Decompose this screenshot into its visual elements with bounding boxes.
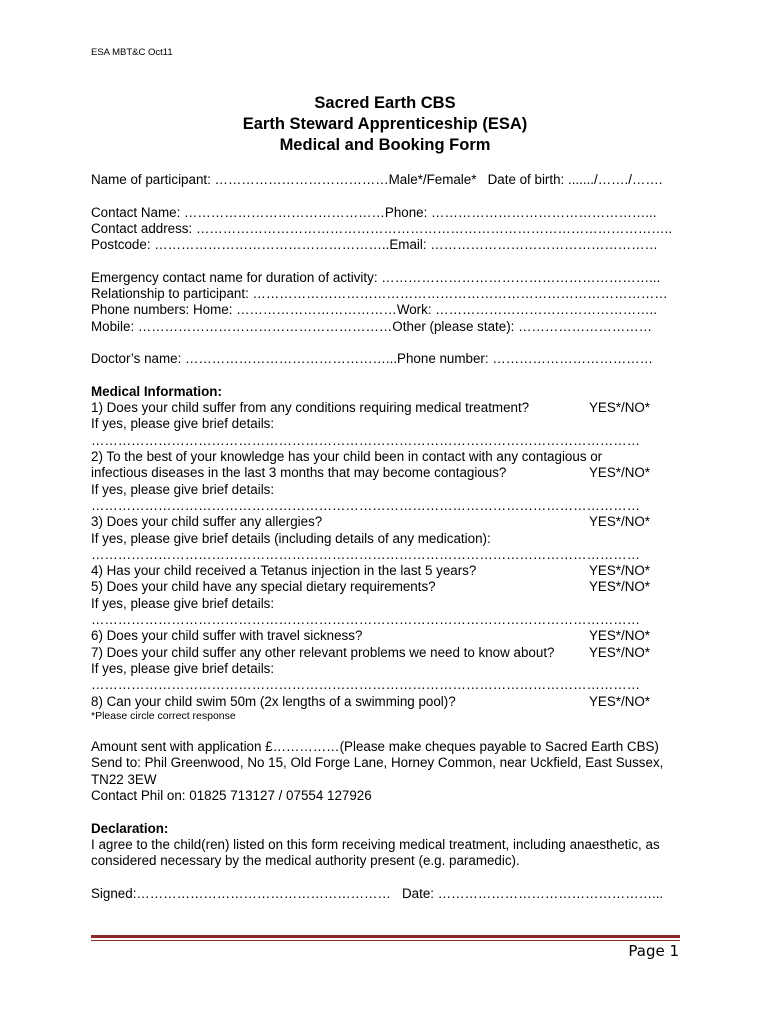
page-number: Page 1 [628, 942, 679, 960]
postcode-email-line[interactable]: Postcode: ……………………………………………..Email: …………………………………………… [91, 237, 658, 253]
yes-no-option[interactable]: YES*/NO* [589, 514, 651, 530]
allergy-details-label: If yes, please give brief details (including details of any medication): [91, 530, 491, 546]
yes-no-option[interactable]: YES*/NO* [589, 579, 651, 595]
question-2-text-cont: infectious diseases in the last 3 months that may become contagious? [91, 465, 507, 481]
amount-line[interactable]: Amount sent with application £……………(Please make cheques payable to Sacred Earth CBS) [91, 739, 659, 755]
question-4-text: 4) Has your child received a Tetanus injection in the last 5 years? [91, 563, 477, 579]
question-1 [91, 400, 691, 416]
mobile-line[interactable]: Mobile: …………………………………………………Other (please state): ………………………… [91, 318, 652, 334]
details-dotted-line[interactable]: …………………………………………………………………………………………………………… [91, 612, 641, 628]
footer-rule-thin [91, 940, 680, 941]
footer-rule [91, 935, 680, 938]
document-reference: ESA MBT&C Oct11 [91, 47, 173, 58]
yes-no-option[interactable]: YES*/NO* [589, 693, 651, 709]
question-5 [91, 579, 691, 595]
yes-no-option[interactable]: YES*/NO* [589, 644, 651, 660]
question-2-text: 2) To the best of your knowledge has your child been in contact with any contagious or [91, 449, 603, 465]
details-label: If yes, please give brief details: [91, 595, 275, 611]
contact-phone: Contact Phil on: 01825 713127 / 07554 127926 [91, 787, 372, 803]
send-to-address: Send to: Phil Greenwood, No 15, Old Forge Lane, Horney Common, near Uckfield, East Sussex, TN22 3EW [91, 755, 664, 787]
participant-line[interactable]: Name of participant: …………………………………Male*/Female* Date of birth: ......./……./……. [91, 172, 663, 187]
yes-no-option[interactable]: YES*/NO* [589, 563, 651, 579]
relationship-line[interactable]: Relationship to participant: ………………………………………………………………………………… [91, 286, 668, 302]
yes-no-option[interactable]: YES*/NO* [589, 628, 651, 644]
organisation-title: Sacred Earth CBS [314, 94, 456, 112]
declaration-heading: Declaration: [91, 820, 169, 836]
details-dotted-line[interactable]: …………………………………………………………………………………………………………… [91, 546, 641, 562]
declaration-text: I agree to the child(ren) listed on this form receiving medical treatment, including anaesthetic, as considered necessary by the medical authority present (e.g. paramedic). [91, 836, 660, 869]
form-body [91, 172, 691, 902]
question-7 [91, 645, 691, 661]
phone-numbers-line[interactable]: Phone numbers: Home: ………………………………Work: ………………………………………….. [91, 302, 657, 318]
signature-date-line[interactable]: Signed:………………………………………………… Date: …………………………………………... [91, 885, 664, 901]
question-2 [91, 465, 691, 481]
form-title-block [0, 93, 770, 156]
question-5-text: 5) Does your child have any special dietary requirements? [91, 579, 436, 595]
question-3-text: 3) Does your child suffer any allergies? [91, 514, 323, 530]
question-3 [91, 514, 691, 530]
details-dotted-line[interactable]: …………………………………………………………………………………………………………… [91, 677, 641, 693]
question-7-text: 7) Does your child suffer any other relevant problems we need to know about? [91, 644, 555, 660]
question-8-text: 8) Can your child swim 50m (2x lengths of a swimming pool)? [91, 693, 456, 709]
question-4 [91, 563, 691, 579]
doctor-line[interactable]: Doctor’s name: ………………………………………...Phone number: ……………………………… [91, 351, 654, 367]
yes-no-option[interactable]: YES*/NO* [589, 465, 651, 481]
details-label: If yes, please give brief details: [91, 481, 275, 497]
form-title: Medical and Booking Form [279, 136, 491, 154]
details-dotted-line[interactable]: …………………………………………………………………………………………………………… [91, 497, 641, 513]
details-label: If yes, please give brief details: [91, 416, 275, 432]
emergency-contact-line[interactable]: Emergency contact name for duration of activity: ……………………………………………………... [91, 269, 661, 285]
programme-title: Earth Steward Apprenticeship (ESA) [242, 115, 528, 133]
question-6-text: 6) Does your child suffer with travel sickness? [91, 628, 363, 644]
details-label: If yes, please give brief details: [91, 660, 275, 676]
yes-no-option[interactable]: YES*/NO* [589, 400, 651, 416]
question-8 [91, 694, 691, 710]
circle-response-note: *Please circle correct response [91, 709, 236, 722]
question-1-text: 1) Does your child suffer from any conditions requiring medical treatment? [91, 400, 530, 416]
contact-name-line[interactable]: Contact Name: ………………………………………Phone: …………………………………………... [91, 204, 657, 220]
question-6 [91, 628, 691, 644]
contact-address-line[interactable]: Contact address: …………………………………………………………………………………………….. [91, 220, 673, 236]
details-dotted-line[interactable]: …………………………………………………………………………………………………………… [91, 432, 641, 448]
medical-heading: Medical Information: [91, 383, 222, 399]
